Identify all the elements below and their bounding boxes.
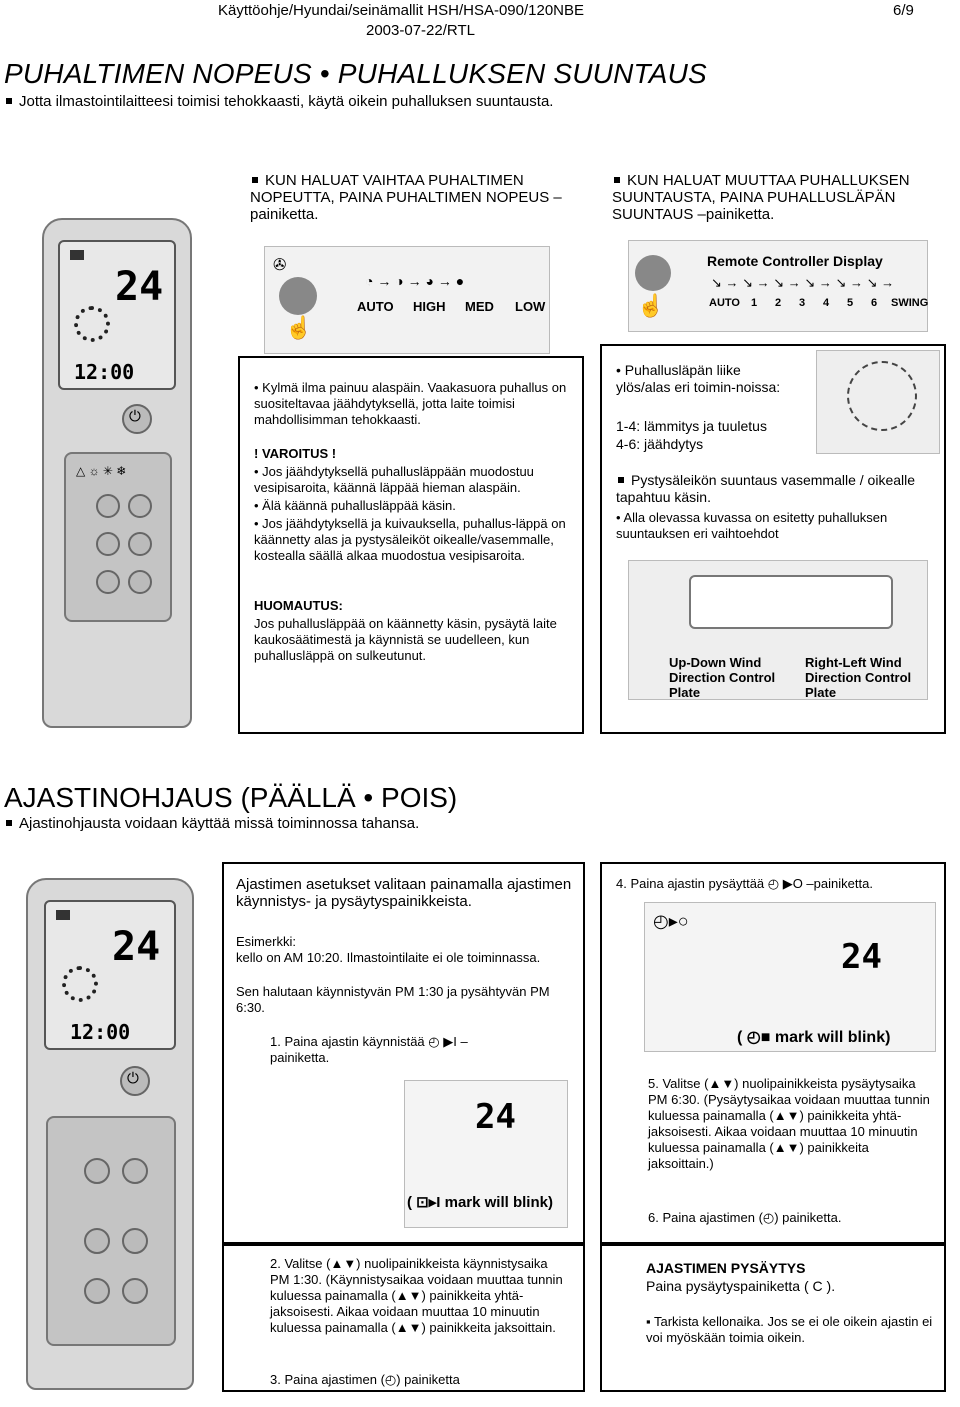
doc-header-line1: Käyttöohje/Hyundai/seinämallit HSH/HSA-090/120NBE [218,2,585,19]
swing-label-6: 6 [871,297,878,309]
fan-label-auto: AUTO [357,299,394,314]
timer-left-bottom-box [222,1244,585,1392]
figure-caption-text: Alla olevassa kuvassa on esitetty puhalluksen suuntauksen eri vaihtoehdot [616,510,888,541]
timer-reset-text: Paina pysäytyspainiketta ( C ). [646,1278,836,1294]
section1-left-textbox [238,356,584,734]
check-clock-text: Tarkista kellonaika. Jos se ei ole oikein ajastin ei voi myöskään toimia oikein. [646,1314,933,1345]
figure-lcd-temp: 24 [475,1097,516,1137]
section1-right-textbox [600,344,946,734]
remote-keypad [64,452,172,622]
fan-speed-box-title-text: KUN HALUAT VAIHTAA PUHALTIMEN NOPEUTTA, PAINA PUHALTIMEN NOPEUS –painiketta. [250,172,562,223]
fan-label-med: MED [465,299,494,314]
remote-lcd [58,240,176,390]
cool-air-paragraph: • Kylmä ilma painuu alaspäin. Vaakasuora puhallus on suositeltavaa jäähdytyksellä, jotta laite toimisi mahdollisimman tehokkaasti. [254,380,567,427]
timer-right-top-box [600,862,946,1244]
cool-air-text: Kylmä ilma painuu alaspäin. Vaakasuora puhallus on suositeltavaa jäähdytyksellä, jotta laite toimisi mahdollisimman tehokkaasti. [254,380,567,427]
example-title: Esimerkki: [236,934,296,949]
power-icon: ⏻ [127,1070,139,1087]
timer-reset-title: AJASTIMEN PYSÄYTYS [646,1260,806,1276]
check-clock-note: ▪ Tarkista kellonaika. Jos se ei ole oikein ajastin ei voi myöskään toimia oikein. [646,1314,933,1345]
timer-set-button[interactable] [84,1278,110,1304]
air-conditioner-figure [628,560,928,700]
warning-1-text: Jos jäähdytyksellä puhallusläppään muodostuu vesipisaroita, käännä läppää hieman alaspäin. [254,464,534,495]
fan-icon: ✇ [273,257,287,274]
flap-movement-text: Puhallusläpän liike ylös/alas eri toimin-noissa: [616,362,781,395]
example-line1: kello on AM 10:20. Ilmastointilaite ei ole toiminnassa. [236,950,541,965]
section1-intro-text: Jotta ilmastointilaitteesi toimisi tehokkaasti, käytä oikein puhalluksen suuntausta. [19,93,554,110]
note-title: HUOMAUTUS: [254,598,343,613]
swing-label-1: 1 [751,297,758,309]
fan-speed-icon [74,306,110,342]
swing-box-title-text: KUN HALUAT MUUTTAA PUHALLUKSEN SUUNTAUSTA, PAINA PUHALLUSLÄPÄN SUUNTAUS –painiketta. [612,172,910,223]
timer-off-button[interactable] [122,1228,148,1254]
warning-1: • Jos jäähdytyksellä puhallusläppään muodostuu vesipisaroita, käännä läppää hieman alaspäin. [254,464,534,495]
warning-2: • Älä käännä puhallusläppää käsin. [254,498,456,513]
warning-3-text: Jos jäähdytyksellä ja kuivauksella, puhallus-läppä on käännetty alas ja pystysäleiköt oikealle/vasemmalle, kostealla säällä alkaa muodostua vesipisaroita. [254,516,566,563]
section1-intro [4,93,553,110]
flap-angle-arc [847,361,917,431]
flap-cooling-range: 4-6: jäähdytys [616,436,704,452]
timer-off-button[interactable] [128,532,152,556]
figure-caption: • Alla olevassa kuvassa on esitetty puhalluksen suuntauksen eri vaihtoehdot [616,510,888,541]
section2-title: AJASTINOHJAUS (PÄÄLLÄ • POIS) [4,782,458,813]
pointing-hand-icon: ☝ [285,315,313,340]
warning-3: • Jos jäähdytyksellä ja kuivauksella, puhallus-läppä on käännetty alas ja pystysäleiköt oikealle/vasemmalle, kostealla säällä alkaa muodostua vesipisaroita. [254,516,566,563]
step-2: 2. Valitse (▲▼) nuolipainikkeista käynnistysaika PM 1:30. (Käynnistysaikaa voidaan muuttaa tunnin kuluessa painamalla (▲▼) painikkeita yhtä-jaksoisesti. Aikaa voidaan muuttaa 10 minuutin kuluessa painamalla (▲▼) painikkeita jaksoittain. [270,1256,563,1335]
mark-blink-label-2: ( ◴■ mark will blink) [737,1029,891,1046]
timer-cancel-button[interactable] [128,570,152,594]
step-4: 4. Paina ajastin pysäyttää ◴ ▶O –painiketta. [616,876,873,891]
mode-icon [56,910,70,920]
fan-label-low: LOW [515,299,546,314]
warning-2-text: Älä käännä puhallusläppää käsin. [262,498,456,513]
indoor-unit-drawing [689,575,893,629]
pointing-hand-icon: ☝ [637,293,665,318]
swing-sequence-figure [628,240,928,332]
fan-speed-box-title [250,172,580,223]
flap-movement-paragraph: • Puhallusläpän liike ylös/alas eri toimin-noissa: [616,362,781,395]
lcd-temperature: 24 [115,264,164,310]
remote-keypad-2 [46,1116,176,1346]
timer-on-button[interactable] [96,532,120,556]
louver-manual-text: Pystysäleikön suuntaus vasemmalle / oikealle tapahtuu käsin. [616,472,916,505]
flap-angle-figure [816,350,940,454]
step-1: 1. Paina ajastin käynnistää ◴ ▶I – painiketta. [270,1034,468,1065]
doc-header-line2: 2003-07-22/RTL [366,22,475,39]
timer-set-button[interactable] [96,570,120,594]
swing-arrows: ↘ → ↘ → ↘ → ↘ → ↘ → ↘ → [711,275,895,290]
temp-up-button[interactable] [96,494,120,518]
remote-control-illustration-2 [26,878,194,1390]
lcd-clock: 12:00 [74,360,135,384]
lcd-clock-2: 12:00 [70,1020,131,1044]
page-number: 6/9 [893,2,914,19]
timer-off-lcd-figure [644,902,936,1052]
mode-icons-row: △ ☼ ✳ ❄ [76,464,127,478]
swing-label-4: 4 [823,297,830,309]
remote-display-label: Remote Controller Display [707,253,883,269]
timer-left-top-box [222,862,585,1244]
right-left-plate-label: Right-Left Wind Direction Control Plate [805,655,912,700]
timer-right-bottom-box [600,1244,946,1392]
example-line2: Sen halutaan käynnistyvän PM 1:30 ja pysähtyvän PM 6:30. [236,984,550,1015]
swing-label-3: 3 [799,297,806,309]
fan-speed-icon [62,966,98,1002]
lcd-temperature-2: 24 [112,924,161,970]
power-button[interactable] [122,404,152,434]
power-button-2[interactable] [120,1066,150,1096]
timer-on-button[interactable] [84,1228,110,1254]
remote-lcd-2 [44,900,176,1050]
swing-box-title [612,172,948,223]
timer-off-icon: ◴▸○ [653,911,689,931]
mark-blink-text-2: mark will blink) [774,1029,891,1046]
fan-sequence-arrows: ◔ → ◑ → ◕ → ● [365,273,465,289]
temp-down-button[interactable] [122,1158,148,1184]
power-icon: ⏻ [129,408,141,425]
temp-up-button[interactable] [84,1158,110,1184]
swing-label-5: 5 [847,297,854,309]
warning-title: ! VAROITUS ! [254,446,337,461]
step-3: 3. Paina ajastimen (◴) painiketta [270,1372,460,1387]
note-text: Jos puhallusläppää on käännetty käsin, pysäytä laite kaukosäätimestä ja käynnistä se uudelleen, kun puhallusläppä on sulkeutunut. [254,616,557,663]
swing-label-swing: SWING [891,297,929,309]
fan-label-high: HIGH [413,299,446,314]
up-down-plate-label: Up-Down Wind Direction Control Plate [669,655,776,700]
mark-blink-label: ( ⊡▸I mark will blink) [407,1194,553,1211]
fan-speed-sequence-figure [264,246,550,354]
mark-blink-text: mark will blink) [444,1194,553,1211]
timer-cancel-button[interactable] [122,1278,148,1304]
figure-lcd-temp-2: 24 [841,937,882,977]
swing-label-2: 2 [775,297,782,309]
step-5: 5. Valitse (▲▼) nuolipainikkeista pysäytysaika PM 6:30. (Pysäytysaikaa voidaan muuttaa tunnin kuluessa painamalla (▲▼) painikkeita yhtä-jaksoisesti. Aikaa voidaan muuttaa 10 minuutin kuluessa painamalla (▲▼) painikkeita jaksoittain.) [648,1076,930,1171]
flap-heating-range: 1-4: lämmitys ja tuuletus [616,418,767,434]
section2-intro [4,815,419,832]
section1-title: PUHALTIMEN NOPEUS • PUHALLUKSEN SUUNTAUS [4,58,707,89]
temp-down-button[interactable] [128,494,152,518]
swing-button [635,255,671,291]
swing-label-auto: AUTO [709,297,740,309]
remote-control-illustration [42,218,192,728]
step-6: 6. Paina ajastimen (◴) painiketta. [648,1210,842,1225]
timer-on-lcd-figure [404,1080,568,1228]
louver-manual-paragraph [616,472,936,506]
section2-intro-text: Ajastinohjausta voidaan käyttää missä toiminnossa tahansa. [19,815,420,832]
fan-speed-button [279,277,317,315]
mode-icon [70,250,84,260]
timer-intro: Ajastimen asetukset valitaan painamalla ajastimen käynnistys- ja pysäytyspainikkeista. [236,876,572,910]
